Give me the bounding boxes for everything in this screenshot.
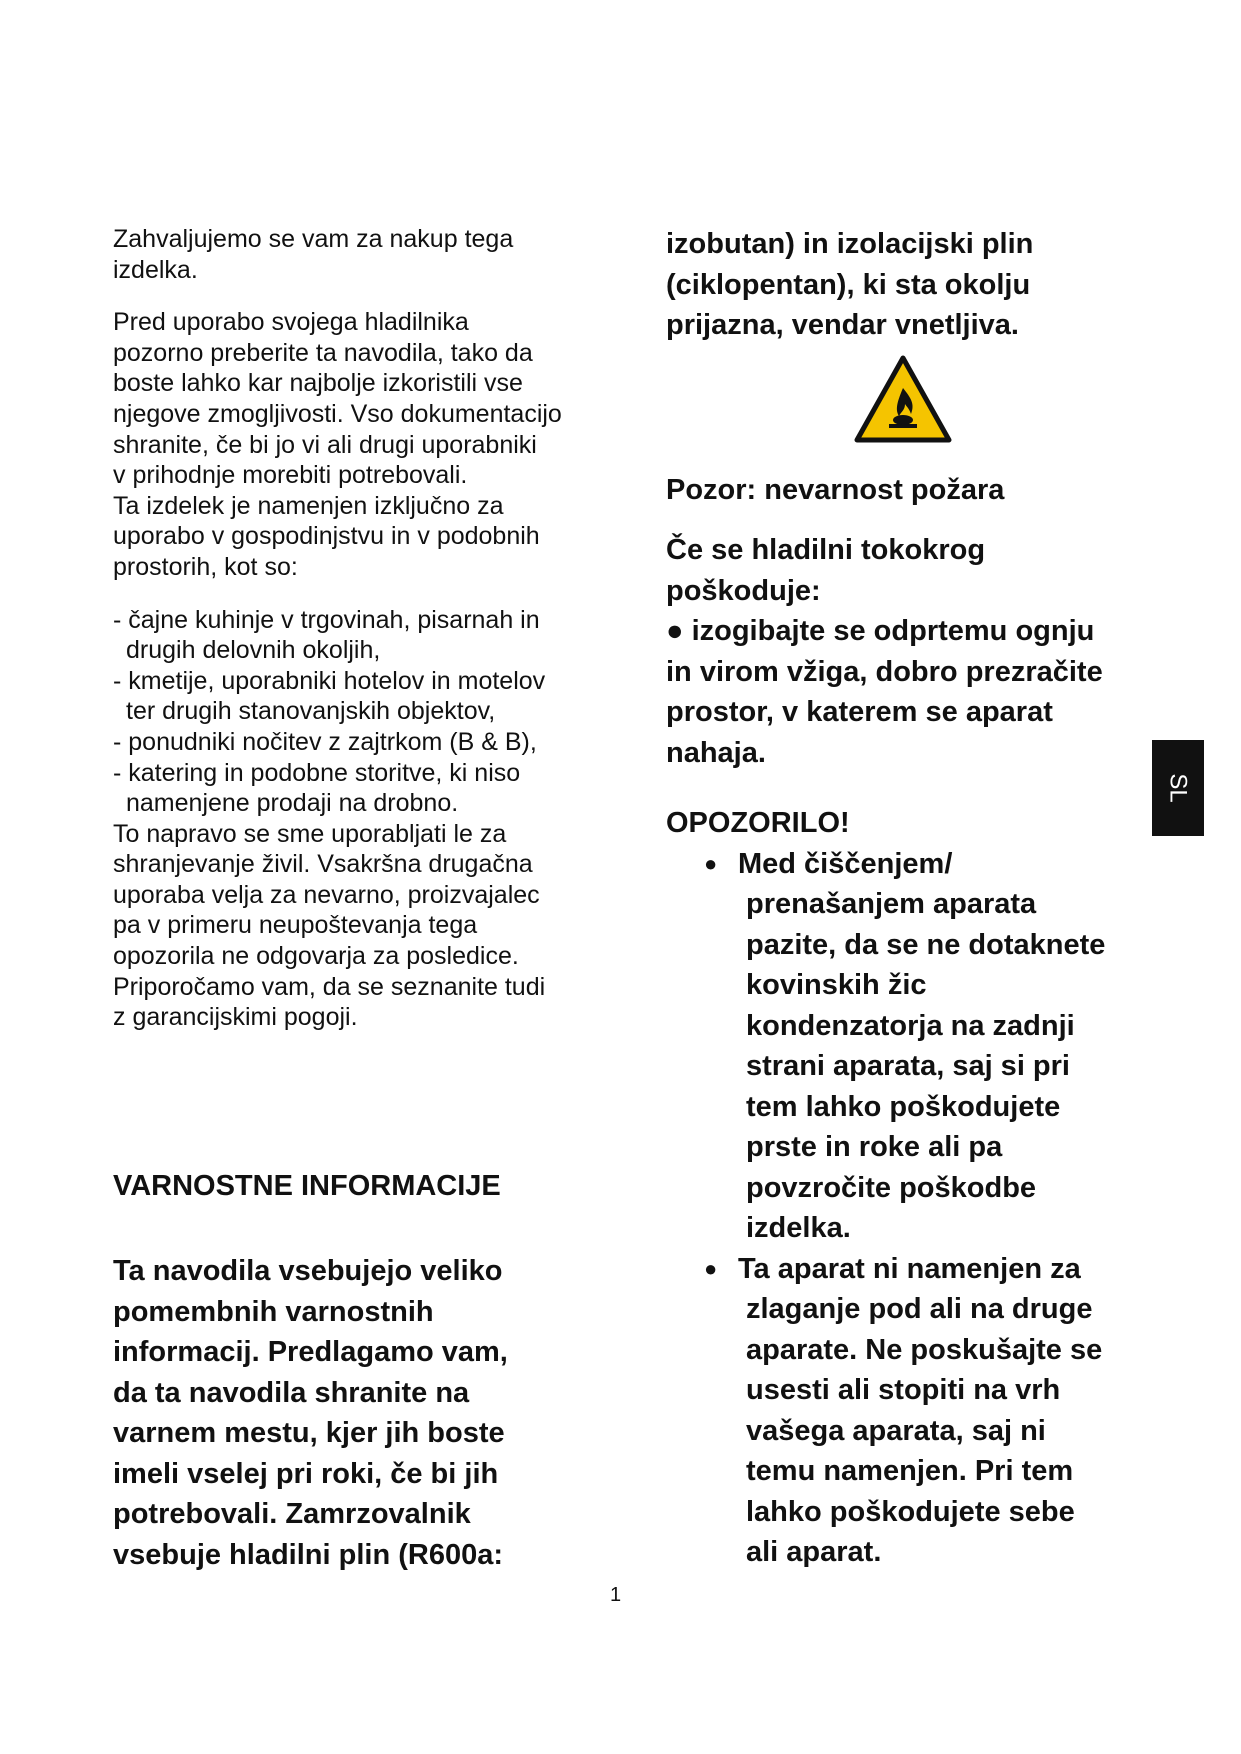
fire-warning-icon: [853, 354, 953, 444]
list-item: - ponudniki nočitev z zajtrkom (B & B),: [113, 727, 537, 756]
usage-list: [113, 605, 613, 819]
list-item: - katering in podobne storitve, ki niso namenjene prodaji na drobno.: [113, 758, 521, 818]
refrigerant-text: izobutan) in izolacijski plin (ciklopentan), ki sta okolju prijazna, vendar vnetljiva.: [666, 228, 1034, 341]
safety-text: Ta navodila vsebujejo veliko pomembnih varnostnih informacij. Predlagamo vam, da ta navodila shranite na varnem mestu, kjer jih boste imeli vselej pri roki, če bi jih potrebovali. Zamrzovalnik vsebuje hladilni plin (R600a:: [113, 1255, 508, 1571]
intro-paragraph: Pred uporabo svojega hladilnika pozorno preberite ta navodila, tako da boste lahko kar najbolje izkoristili vse njegove zmogljivosti. Vso dokumentacijo shranite, če bi jo vi ali drugi uporabniki v prihodnje morebiti potrebovali. Ta izdelek je namenjen izključno za uporabo v gospodinjstvu in v podobnih prostorih, kot so:: [113, 308, 562, 581]
intro-text: Zahvaljujemo se vam za nakup tega izdelka.: [113, 225, 514, 284]
usage-paragraph: To napravo se sme uporabljati le za shranjevanje živil. Vsakršna drugačna uporaba velja za nevarno, proizvajalec pa v primeru neupoštevanja tega opozorila ne odgovarja za posledice. Priporočamo vam, da se seznanite tudi z garancijskimi pogoji.: [113, 819, 546, 1032]
circuit-warning: Če se hladilni tokokrog poškoduje: ● izogibajte se odprtemu ognju in virom vžiga, dobro prezračite prostor, v katerem se aparat nahaja.: [666, 534, 1103, 769]
page-number: 1: [610, 1584, 622, 1606]
opozorilo-heading: OPOZORILO!: [666, 807, 850, 839]
left-column: [113, 224, 613, 1033]
list-item: - kmetije, uporabniki hotelov in motelov ter drugih stanovanjskih objektov,: [113, 666, 546, 726]
fire-label: Pozor: nevarnost požara: [666, 473, 1005, 506]
safety-heading: VARNOSTNE INFORMACIJE: [113, 1170, 501, 1202]
list-item: - čajne kuhinje v trgovinah, pisarnah in drugih delovnih okoljih,: [113, 605, 540, 665]
bullet-icon: ●: [704, 850, 718, 876]
bullet-icon: ●: [704, 1255, 718, 1281]
list-item: ● Med čiščenjem/ prenašanjem aparata pazite, da se ne dotaknete kovinskih žic kondenzatorja na zadnji strani aparata, saj si pri tem lahko poškodujete prste in roke ali pa povzročite poškodbe izdelka.: [666, 844, 1146, 1249]
language-tab: SL: [1152, 740, 1204, 836]
right-column: [666, 224, 1146, 1573]
list-item: ● Ta aparat ni namenjen za zlaganje pod ali na druge aparate. Ne poskušajte se usesti ali stopiti na vrh vašega aparata, saj ni temu namenjen. Pri tem lahko poškodujete sebe ali aparat.: [666, 1249, 1146, 1573]
